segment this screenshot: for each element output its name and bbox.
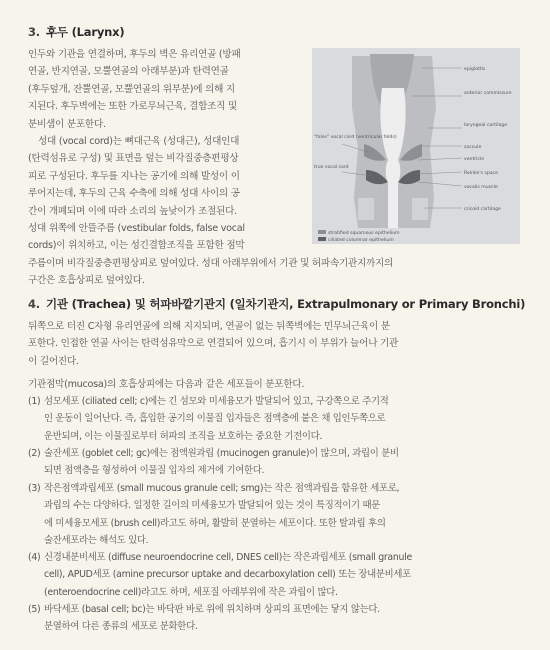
label-true-vocal-cord: true vocal cord <box>314 165 349 170</box>
section-4-title: 기관 (Trachea) 및 허파바깥기관지 (일차기관지, Extrapulmonary or Primary Bronchi) <box>45 297 526 311</box>
text-line: 성대 위쪽에 안뜰주름 (vestibular folds, false vocal <box>28 223 245 235</box>
list-number: (1) <box>28 396 41 407</box>
text-line: 성대 (vocal cord)는 뼈대근육 (성대근), 성대인대 <box>38 136 240 147</box>
section-4-intro <box>28 318 528 370</box>
section-3-paragraph-2-continued <box>28 255 528 290</box>
list-item <box>28 393 528 445</box>
list-item <box>28 549 528 601</box>
larynx-figure <box>312 48 520 244</box>
list-item <box>28 445 528 480</box>
text-line: 피로 구성된다. 후두를 지나는 공기에 의해 발성이 이 <box>28 170 240 182</box>
label-epiglottis: epiglottis <box>464 67 486 72</box>
list-number: (5) <box>28 604 41 615</box>
text-line: (enteroendocrine cell)라고도 하며, 세포질 아래부위에 작은 과립이 많다. <box>44 586 338 598</box>
section-3-heading <box>28 24 124 40</box>
legend-squamous: stratified squamous epithelium <box>328 231 400 236</box>
label-vocalis-muscle: vocalis muscle <box>464 185 498 190</box>
list-number: (3) <box>28 483 41 494</box>
text-line: 신경내분비세포 (diffuse neuroendocrine cell, DNES cell)는 작은과립세포 (small granule <box>44 552 412 563</box>
label-reinkes-space: Reinke's space <box>464 171 498 176</box>
text-line: 연골, 반지연골, 모뿔연골의 아래부분)과 탄력연골 <box>28 66 229 78</box>
mucosa-sentence <box>28 376 528 393</box>
text-line: 운반되며, 이는 이물질로부터 허파의 조직을 보호하는 중요한 기전이다. <box>44 430 323 442</box>
section-4-number: 4. <box>28 297 40 311</box>
larynx-diagram <box>312 48 520 244</box>
text-line: 에 미세융모세포 (brush cell)라고도 하며, 활발히 분열하는 세포이다. 또한 탈과립 후의 <box>44 517 386 529</box>
text-line: 이 길어진다. <box>28 355 79 367</box>
text-line: 뒤쪽으로 터진 C자형 유리연골에 의해 지지되며, 연골이 없는 뒤쪽벽에는 민무늬근육이 분 <box>28 321 390 332</box>
text-line: 간이 개폐되며 이에 따라 소리의 높낮이가 조절된다. <box>28 205 237 217</box>
text-line: 지된다. 후두벽에는 또한 가로무늬근육, 결합조직 및 <box>28 101 237 113</box>
text-line: 되면 점액층을 형성하여 이물질 입자의 제거에 기여한다. <box>44 465 265 477</box>
section-4-heading <box>28 296 525 312</box>
text-line: 분열하여 다른 종류의 세포로 분화한다. <box>44 621 198 633</box>
text-line: 술잔세포라는 해석도 있다. <box>44 535 149 547</box>
text-line: cords)이 위치하고, 이는 성긴결합조직을 포함한 점막 <box>28 240 245 252</box>
text-line: 포한다. 인접한 연골 사이는 탄력섬유막으로 연결되어 있으며, 흡기시 이 부위가 늘어나 기관 <box>28 338 399 350</box>
text-line: 바닥세포 (basal cell; bc)는 바닥판 바로 위에 위치하며 상피의 표면에는 닿지 않는다. <box>44 604 380 615</box>
label-cricoid-cartilage: cricoid cartilage <box>464 207 501 212</box>
label-false-vocal-cord: "false" vocal cord (ventricular folds) <box>314 135 397 140</box>
cricoid-cartilage-shape <box>412 198 428 220</box>
section-3-paragraph-2 <box>28 133 310 255</box>
text-line: 루어지는데, 후두의 근육 수축에 의해 성대 사이의 공 <box>28 188 240 200</box>
label-laryngeal-cartilage: laryngeal cartilage <box>464 123 508 128</box>
list-item <box>28 480 528 550</box>
legend-columnar: ciliated columnar epithelium <box>328 238 394 243</box>
legend-swatch-squamous <box>318 230 326 234</box>
list-number: (2) <box>28 448 41 459</box>
text-line: 술잔세포 (goblet cell; gc)에는 점액원과립 (mucinogen granule)이 많으며, 과립이 분비 <box>44 448 399 459</box>
text-line: 작은점액과립세포 (small mucous granule cell; smg)는 작은 점액과립을 함유한 세포로, <box>44 483 400 494</box>
text-line: 기관점막(mucosa)의 호흡상피에는 다음과 같은 세포들이 분포한다. <box>28 379 305 390</box>
text-line: cell), APUD세포 (amine precursor uptake and decarboxylation cell) 또는 장내분비세포 <box>44 569 411 581</box>
label-saccule: saccule <box>464 145 482 150</box>
text-line: 섬모세포 (ciliated cell; c)에는 긴 섬모와 미세융모가 발달되어 있고, 구강쪽으로 주기적 <box>44 396 389 407</box>
list-item <box>28 601 528 636</box>
section-3-title: 후두 (Larynx) <box>45 25 125 39</box>
text-line: 인두와 기관을 연결하며, 후두의 벽은 유리연골 (방패 <box>28 49 241 60</box>
cricoid-cartilage-shape <box>358 198 374 220</box>
text-line: 주름이며 비각질중층편평상피로 덮여있다. 성대 아래부위에서 기관 및 허파속기관지까지의 <box>28 258 394 269</box>
text-line: (탄력섬유로 구성) 및 표면을 덮는 비각질중층편평상 <box>28 153 239 165</box>
text-line: 인 운동이 일어난다. 즉, 흡입한 공기의 이물질 입자들은 점액층에 붙은 채 입인두쪽으로 <box>44 413 386 425</box>
section-3-paragraph-1 <box>28 46 308 133</box>
text-line: 과립의 수는 다양하다. 일정한 길이의 미세융모가 발달되어 있는 것이 특징적이기 때문 <box>44 500 380 512</box>
list-number: (4) <box>28 552 41 563</box>
text-line: 구간은 호흡상피로 덮여있다. <box>28 275 145 287</box>
section-3-number: 3. <box>28 25 40 39</box>
text-line: (후두덮개, 잔뿔연골, 모뿔연골의 위부분)에 의해 지 <box>28 83 235 95</box>
label-ventricle: ventricle <box>464 157 485 162</box>
label-anterior-commissure: anterior commissure <box>464 91 512 96</box>
legend-swatch-columnar <box>318 237 326 241</box>
text-line: 분비샘이 분포한다. <box>28 118 106 130</box>
